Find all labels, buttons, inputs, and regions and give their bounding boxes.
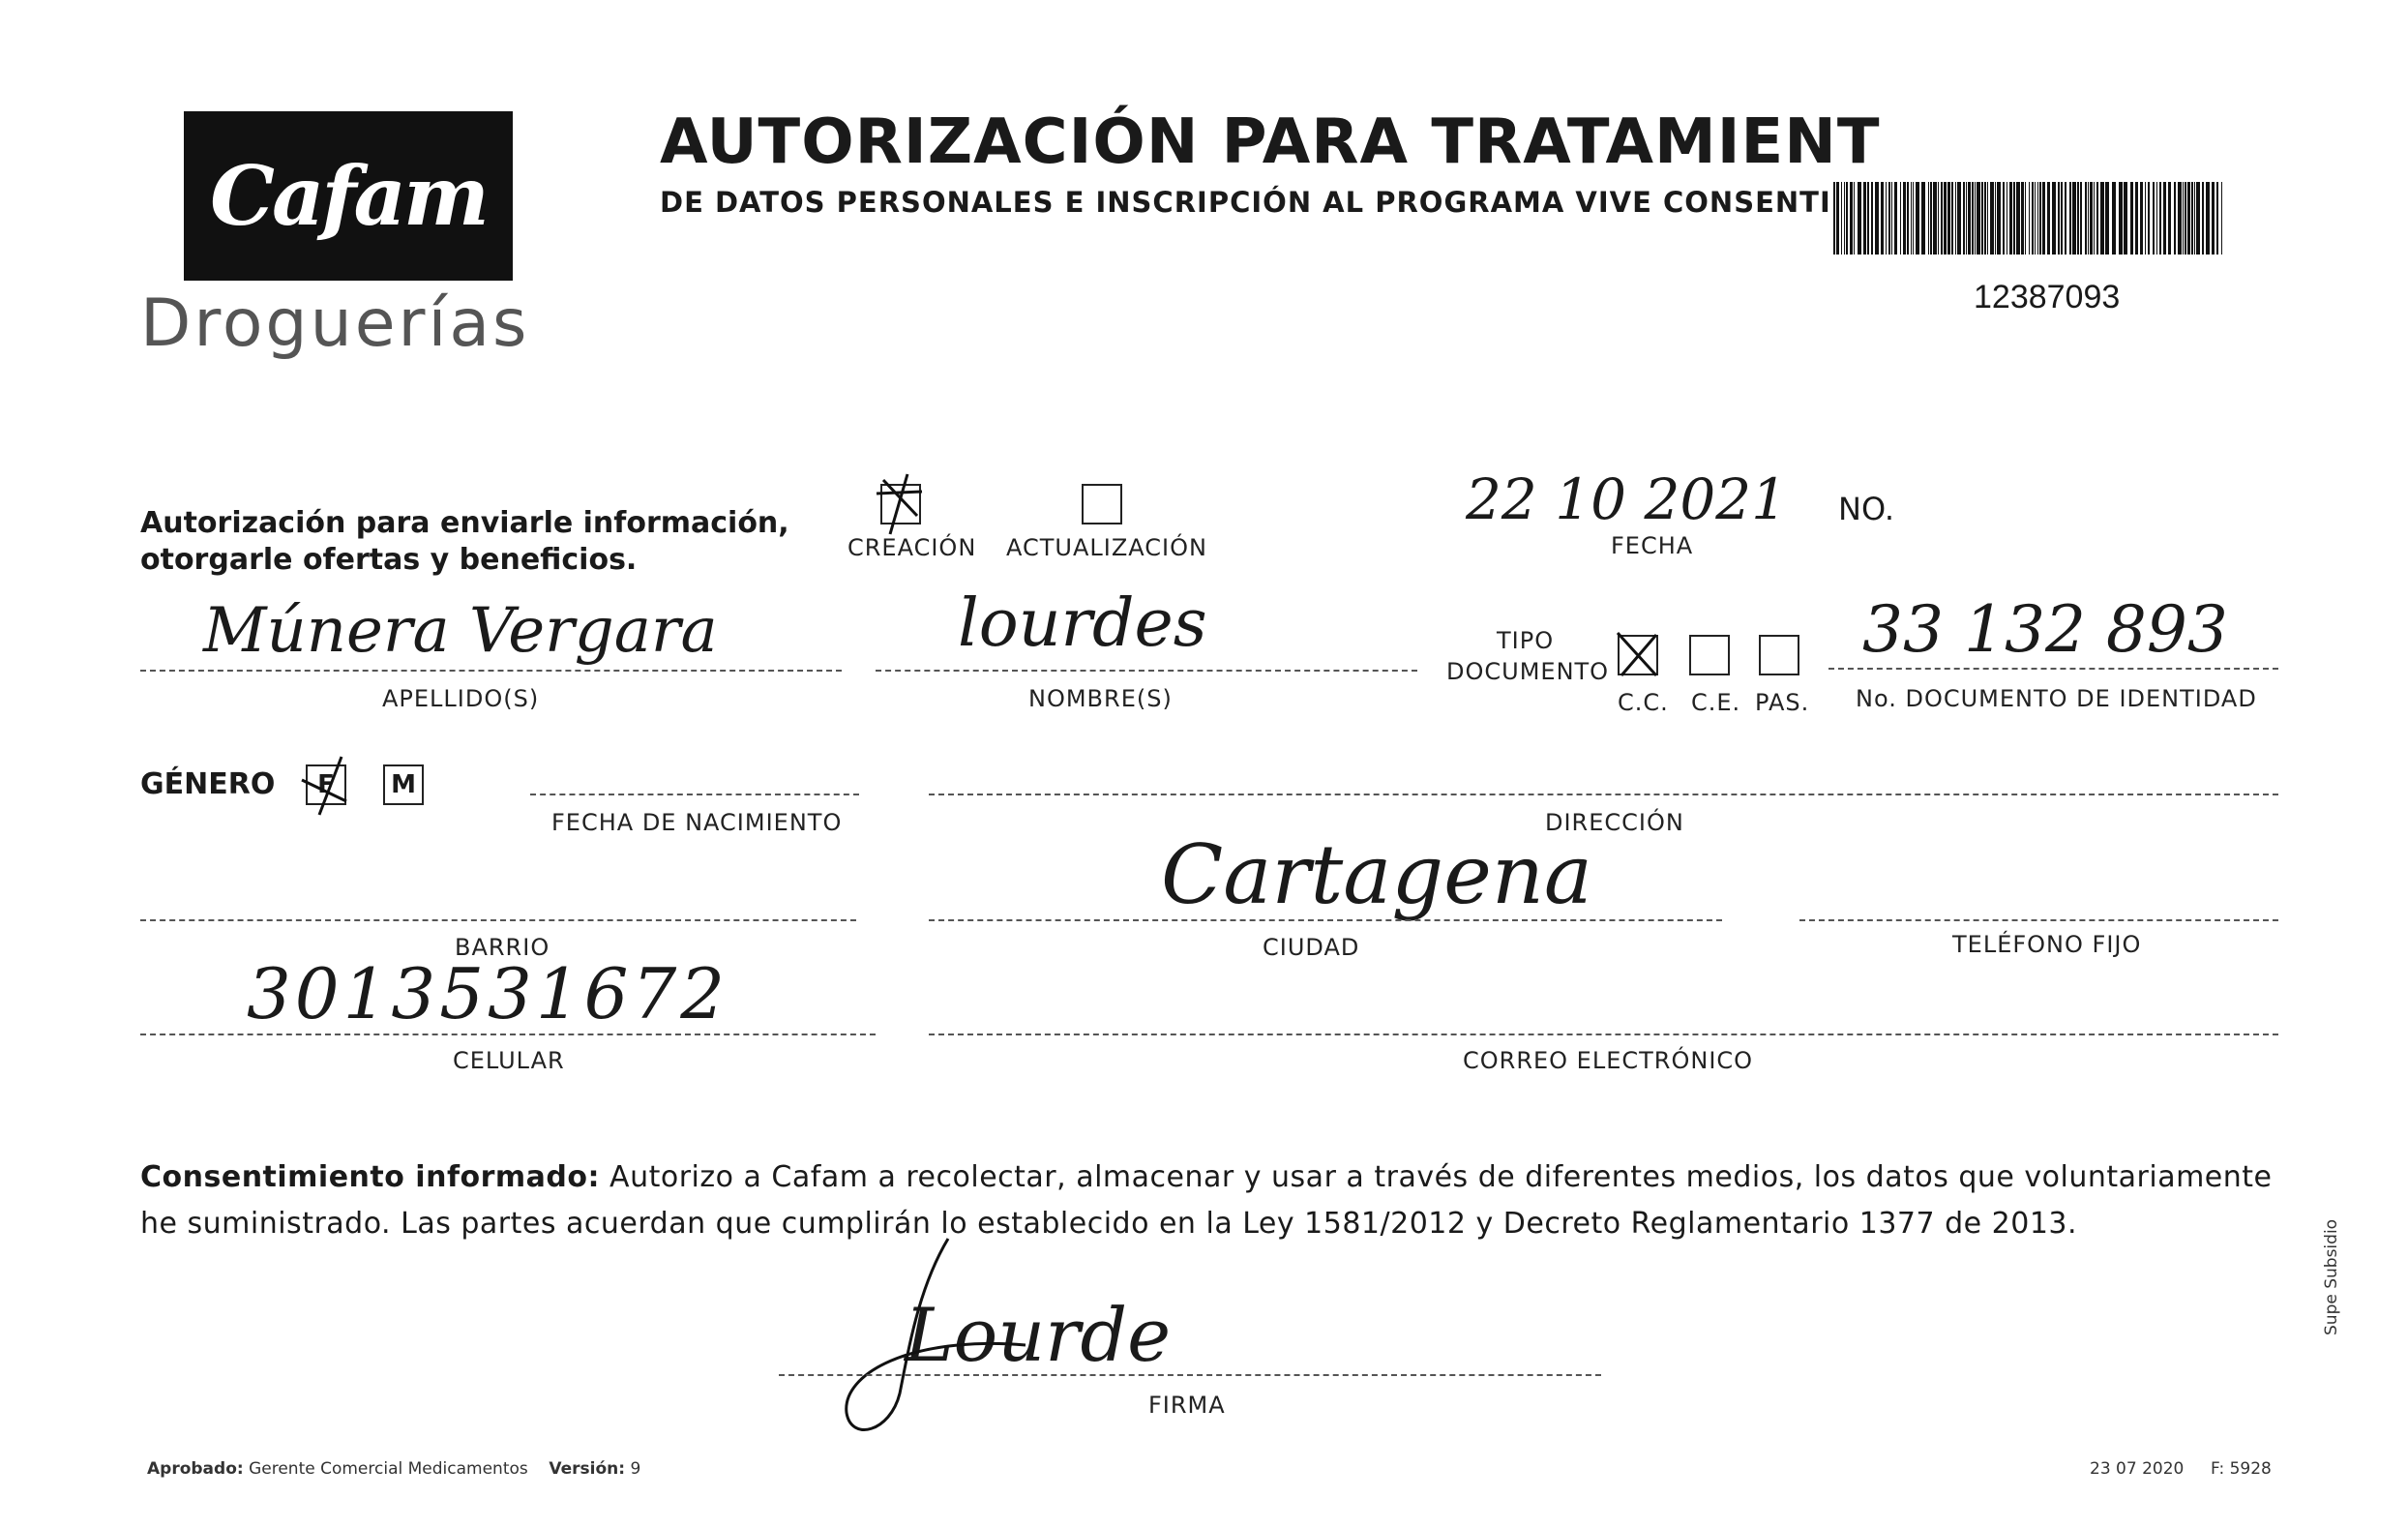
barcode-bar: [2112, 182, 2116, 255]
barcode-bar: [2096, 182, 2098, 255]
barcode-bar: [2159, 182, 2161, 255]
barcode-bar: [1867, 182, 1869, 255]
signature-stroke: [832, 1229, 1045, 1452]
barcode-bar: [1844, 182, 1845, 255]
consent-paragraph: [140, 1154, 2278, 1247]
barcode-bar: [1858, 182, 1861, 255]
barcode-bar: [1951, 182, 1953, 255]
barcode-bar: [1841, 182, 1842, 255]
signature: Lourde: [905, 1292, 1172, 1378]
barcode-bar: [2003, 182, 2005, 255]
barcode-bar: [1977, 182, 1980, 255]
barrio-line[interactable]: [140, 919, 856, 921]
pas-checkbox[interactable]: [1759, 635, 1799, 675]
barcode-bar: [2163, 182, 2166, 255]
barcode-bar: [2009, 182, 2012, 255]
barcode-bar: [1947, 182, 1950, 255]
barcode-bar: [2037, 182, 2038, 255]
barcode-bar: [1916, 182, 1919, 255]
nombres-value: lourdes: [958, 585, 1207, 662]
barcode-bar: [2013, 182, 2015, 255]
barcode-bar: [1981, 182, 1983, 255]
barcode-bar: [2140, 182, 2143, 255]
nombres-line[interactable]: [876, 670, 1417, 672]
direccion-label: DIRECCIÓN: [1545, 809, 1684, 836]
tipo-label: TIPO: [1497, 627, 1555, 654]
aprobado-label: Aprobado:: [147, 1459, 244, 1479]
barcode-bar: [2061, 182, 2063, 255]
documento-label: DOCUMENTO: [1446, 658, 1610, 685]
barcode-bar: [1966, 182, 1967, 255]
barcode-bar: [1997, 182, 2001, 255]
barrio-label: BARRIO: [455, 934, 550, 961]
creation-checkbox[interactable]: [880, 484, 921, 524]
barcode-bar: [1913, 182, 1914, 255]
aprobado-value: Gerente Comercial Medicamentos: [249, 1459, 528, 1479]
barcode-bar: [2148, 182, 2150, 255]
barcode-bar: [2196, 182, 2200, 255]
barcode-bar: [2135, 182, 2138, 255]
barcode-bar: [2094, 182, 2095, 255]
side-text: Supe Subsidio: [2322, 1218, 2341, 1335]
barcode-bar: [2119, 182, 2123, 255]
cc-checkbox[interactable]: [1618, 635, 1658, 675]
barcode-bar: [1891, 182, 1892, 255]
barcode-bar: [2039, 182, 2041, 255]
barcode-bar: [2194, 182, 2195, 255]
form-title: AUTORIZACIÓN PARA TRATAMIENT: [660, 106, 1881, 178]
ciudad-value: Cartagena: [1161, 827, 1593, 922]
barcode-bar: [1836, 182, 1839, 255]
barcode-bar: [2221, 182, 2222, 255]
barcode-bar: [1938, 182, 1939, 255]
firma-line[interactable]: [779, 1374, 1601, 1376]
check-mark-icon: [869, 472, 927, 540]
update-label: ACTUALIZACIÓN: [1006, 534, 1207, 561]
barcode-bar: [1968, 182, 1971, 255]
form-subtitle: DE DATOS PERSONALES E INSCRIPCIÓN AL PROGRAMA VIVE CONSENTI: [660, 186, 1831, 219]
barcode-bar: [1972, 182, 1974, 255]
barcode-bar: [1984, 182, 1986, 255]
barcode-bar: [1933, 182, 1937, 255]
barcode-bar: [1930, 182, 1932, 255]
ce-label: C.E.: [1691, 689, 1741, 716]
barcode-bar: [1990, 182, 1994, 255]
barcode-bar: [1921, 182, 1925, 255]
document-number-line[interactable]: [1828, 668, 2278, 670]
barcode-bar: [1881, 182, 1884, 255]
correo-label: CORREO ELECTRÓNICO: [1463, 1047, 1754, 1074]
barcode-bar: [1894, 182, 1897, 255]
barcode-bar: [2212, 182, 2215, 255]
barcode-bar: [1850, 182, 1853, 255]
barcode-bar: [1900, 182, 1901, 255]
barcode-bar: [1875, 182, 1879, 255]
barcode-bar: [1833, 182, 1835, 255]
barcode-bar: [1944, 182, 1947, 255]
barcode-number: 12387093: [1974, 279, 2121, 315]
barcode-bar: [2185, 182, 2186, 255]
male-checkbox[interactable]: [383, 764, 424, 805]
barcode-bar: [2016, 182, 2020, 255]
barcode-bar: [2191, 182, 2193, 255]
barcode-bar: [2187, 182, 2190, 255]
telefono-label: TELÉFONO FIJO: [1952, 931, 2142, 958]
barcode-bar: [2042, 182, 2045, 255]
nacimiento-label: FECHA DE NACIMIENTO: [551, 809, 843, 836]
barcode-bar: [2105, 182, 2109, 255]
ce-checkbox[interactable]: [1689, 635, 1730, 675]
logo-text: Cafam: [210, 148, 487, 244]
version-label: Versión:: [549, 1459, 626, 1479]
barcode-bar: [2069, 182, 2071, 255]
number-label: NO.: [1838, 491, 1894, 527]
barcode-bar: [2035, 182, 2036, 255]
barcode-bar: [2202, 182, 2204, 255]
barcode-bar: [1941, 182, 1943, 255]
version-value: 9: [630, 1459, 641, 1479]
barcode-bar: [2052, 182, 2056, 255]
barcode-bar: [1871, 182, 1873, 255]
cafam-logo: [184, 111, 513, 281]
barcode-bar: [1863, 182, 1866, 255]
authorization-text-1: Autorización para enviarle información,: [140, 506, 789, 540]
barcode-bar: [2072, 182, 2076, 255]
authorization-text-2: otorgarle ofertas y beneficios.: [140, 543, 638, 577]
barcode-bar: [2025, 182, 2026, 255]
barcode-bar: [1907, 182, 1909, 255]
check-mark-icon: [298, 753, 356, 821]
update-checkbox[interactable]: [1082, 484, 1122, 524]
footer-approved: [147, 1459, 640, 1479]
ciudad-line[interactable]: [929, 919, 1722, 921]
female-label: F: [317, 770, 335, 799]
barcode-bar: [1987, 182, 1988, 255]
barcode-bar: [1846, 182, 1848, 255]
barcode-bar: [2124, 182, 2127, 255]
date-value: 22 10 2021: [1466, 466, 1788, 532]
barcode-bar: [1928, 182, 1929, 255]
barcode-bar: [1975, 182, 1976, 255]
barcode-bar: [2021, 182, 2024, 255]
barcode-bar: [1963, 182, 1965, 255]
barcode-bar: [2088, 182, 2089, 255]
ciudad-label: CIUDAD: [1263, 934, 1360, 961]
document-number-value: 33 132 893: [1862, 592, 2228, 667]
consent-body: Autorizo a Cafam a recolectar, almacenar y usar a través de diferentes medios, los datos que voluntariamente he suministrado. Las partes acuerdan que cumplirán lo establecido en la Ley 1581/2012 y Decreto Reglamentario 1377 de 2013.: [140, 1160, 2273, 1241]
check-mark-icon: [1614, 629, 1662, 679]
barcode-bar: [1903, 182, 1906, 255]
barcode-bar: [2174, 182, 2176, 255]
direccion-line[interactable]: [929, 794, 2278, 795]
barcode-bar: [2206, 182, 2210, 255]
barcode-bar: [2130, 182, 2133, 255]
genero-label: GÉNERO: [140, 767, 276, 801]
barcode-bar: [1957, 182, 1961, 255]
nombres-label: NOMBRE(S): [1028, 685, 1173, 712]
celular-label: CELULAR: [453, 1047, 565, 1074]
celular-line[interactable]: [140, 1034, 876, 1035]
female-checkbox[interactable]: [306, 764, 346, 805]
apellidos-line[interactable]: [140, 670, 842, 672]
celular-value: 3013531672: [247, 953, 729, 1034]
barcode-bar: [2080, 182, 2082, 255]
barcode-bar: [1955, 182, 1956, 255]
logo-subtitle: Droguerías: [140, 285, 530, 362]
barcode-bar: [2058, 182, 2060, 255]
barcode-bar: [2183, 182, 2184, 255]
date-label: FECHA: [1611, 532, 1694, 559]
barcode-bar: [2178, 182, 2182, 255]
barcode-bar: [2047, 182, 2050, 255]
consent-heading: Consentimiento informado:: [140, 1160, 600, 1194]
apellidos-label: APELLIDO(S): [382, 685, 540, 712]
barcode-bar: [2065, 182, 2066, 255]
document-number-label: No. DOCUMENTO DE IDENTIDAD: [1856, 685, 2257, 712]
barcode-bar: [2168, 182, 2171, 255]
barcode-bar: [2145, 182, 2146, 255]
correo-line[interactable]: [929, 1034, 2278, 1035]
barcode-bar: [1995, 182, 1996, 255]
male-label: M: [391, 770, 416, 799]
barcode-bar: [2085, 182, 2087, 255]
barcode-bar: [2090, 182, 2093, 255]
barcode-bar: [2029, 182, 2030, 255]
barcode-bar: [2216, 182, 2218, 255]
footer-date: 23 07 2020: [2090, 1459, 2185, 1479]
barcode-bar: [1886, 182, 1887, 255]
barcode-bar: [2153, 182, 2155, 255]
barcode-bar: [1888, 182, 1890, 255]
footer-code: F: 5928: [2211, 1459, 2272, 1479]
barcode: [1833, 182, 2230, 255]
firma-label: FIRMA: [1148, 1392, 1226, 1419]
barcode-bar: [2156, 182, 2157, 255]
barcode-bar: [1911, 182, 1912, 255]
barcode-bar: [1854, 182, 1855, 255]
telefono-line[interactable]: [1799, 919, 2278, 921]
creation-label: CREACIÓN: [847, 534, 977, 561]
pas-label: PAS.: [1755, 689, 1810, 716]
cc-label: C.C.: [1618, 689, 1669, 716]
nacimiento-line[interactable]: [530, 794, 859, 795]
barcode-bar: [2100, 182, 2104, 255]
apellidos-value: Múnera Vergara: [203, 595, 718, 667]
barcode-bar: [2032, 182, 2034, 255]
barcode-bar: [2077, 182, 2079, 255]
